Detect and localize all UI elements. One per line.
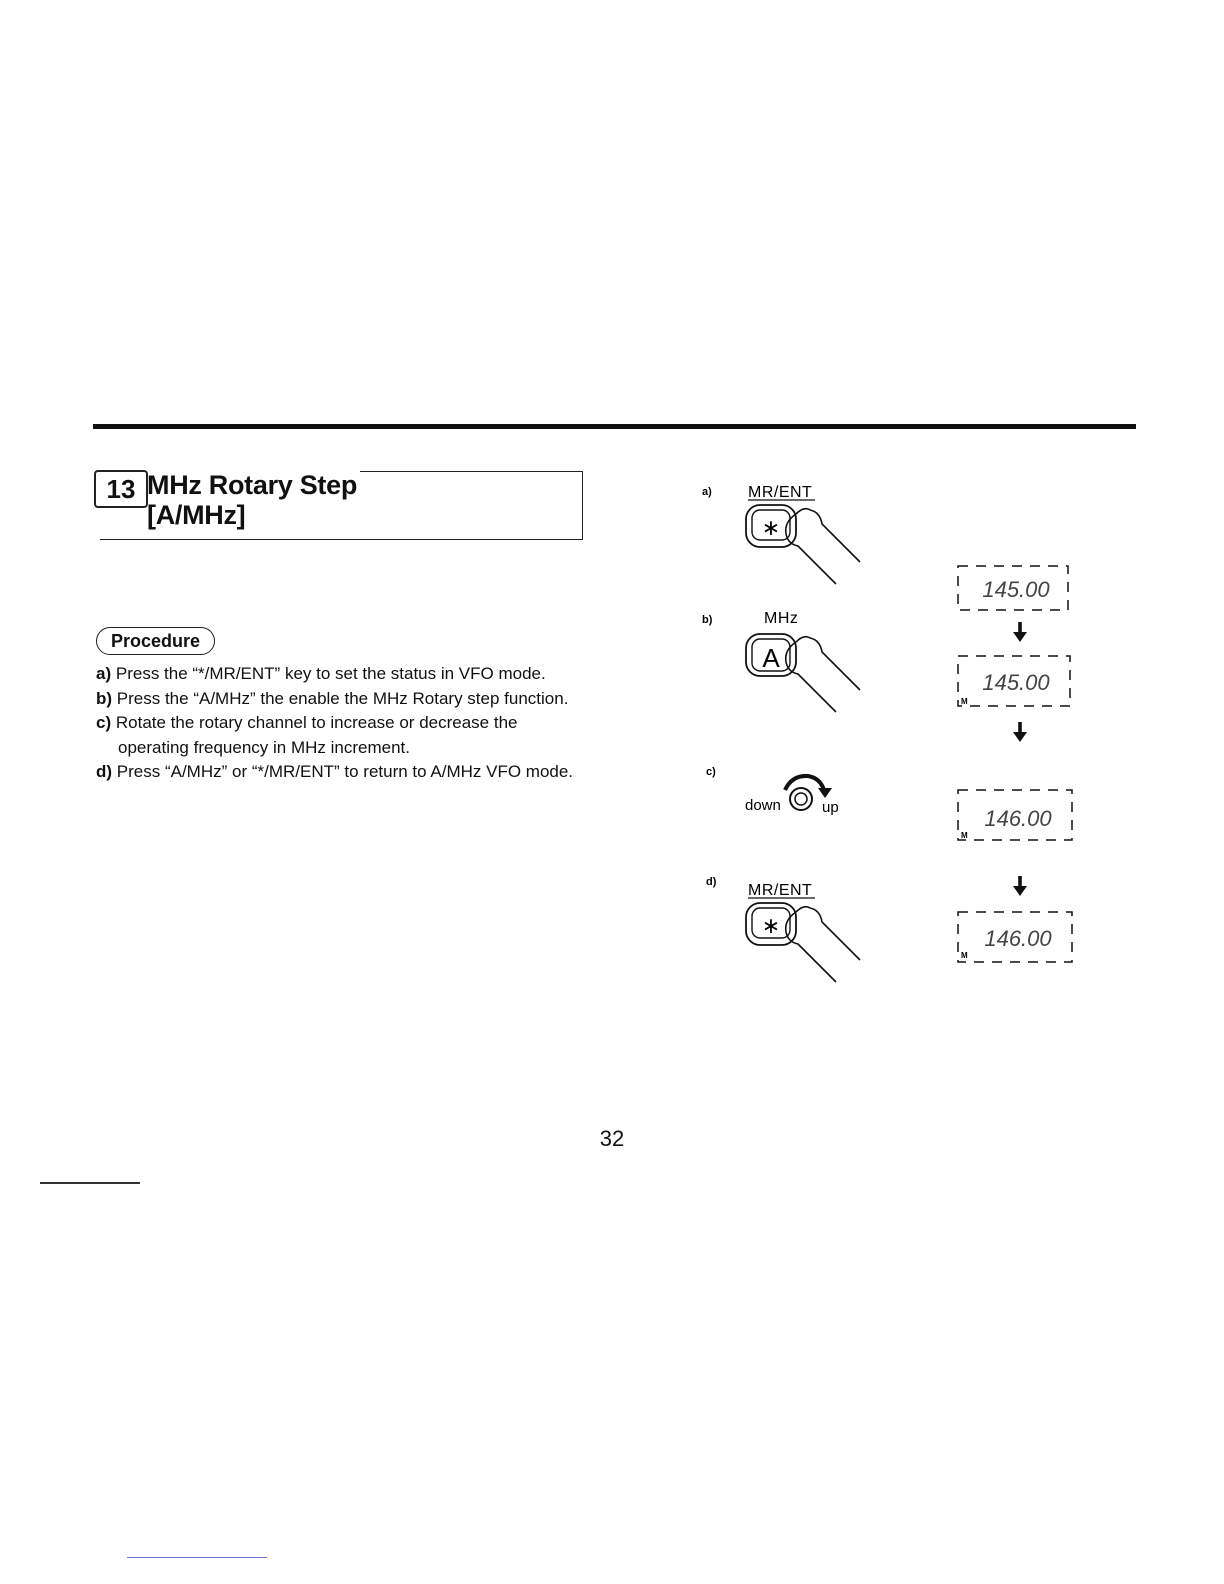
illus-label-b: b) [702,614,713,626]
lcd-frequency: 146.00 [984,806,1052,831]
down-arrow-icon [1013,722,1027,742]
knob-up-label: up [822,799,839,816]
lcd-indicator: M [961,697,968,706]
lcd-display-2 [958,656,1070,706]
lcd-display-3 [958,790,1072,840]
step-text: Press the “A/MHz” the enable the MHz Rotary step function. [116,688,569,708]
page-number: 32 [599,1126,625,1151]
step-letter: b) [96,688,113,708]
knob-down-label: down [745,797,781,814]
step-text: Press “A/MHz” or “*/MR/ENT” to return to A/MHz VFO mode. [116,762,574,781]
lcd-display-4 [958,912,1072,962]
step-text: Rotate the rotary channel to increase or decrease the [115,713,518,732]
key-label-a: MR/ENT [748,484,813,501]
mhz-key-b [746,610,860,712]
lcd-indicator: M [961,831,968,840]
lcd-frequency: 145.00 [982,577,1050,602]
step-letter: c) [96,713,112,732]
mr-ent-key-a [746,484,860,584]
step-c-continuation: operating frequency in MHz increment. [118,737,410,757]
illus-label-a: a) [702,486,712,498]
star-key-symbol: ∗ [761,913,781,938]
mr-ent-key-d [746,882,860,982]
lcd-frequency: 146.00 [984,926,1052,951]
bottom-line [127,1557,267,1558]
section-number: 13 [94,470,148,508]
procedure-label: Procedure [96,627,215,655]
lcd-indicator: M [961,951,968,960]
key-label-b: MHz [764,610,799,627]
down-arrow-icon [1013,622,1027,642]
lcd-display-1 [958,566,1068,610]
step-letter: d) [96,762,113,781]
lcd-frequency: 145.00 [982,670,1050,695]
key-label-d: MR/ENT [748,882,813,899]
star-key-symbol: ∗ [761,515,781,540]
step-letter: a) [96,664,112,683]
section-title-line2: [A/MHz] [147,500,246,530]
rotary-knob [745,776,839,816]
illus-label-d: d) [706,876,717,888]
illus-label-c: c) [706,766,716,778]
section-title-line1: MHz Rotary Step [147,470,358,500]
a-key-symbol: A [762,643,780,673]
down-arrow-icon [1013,876,1027,896]
bottom-left-mark [40,1182,140,1184]
step-text: Press the “*/MR/ENT” key to set the status in VFO mode. [115,664,546,683]
